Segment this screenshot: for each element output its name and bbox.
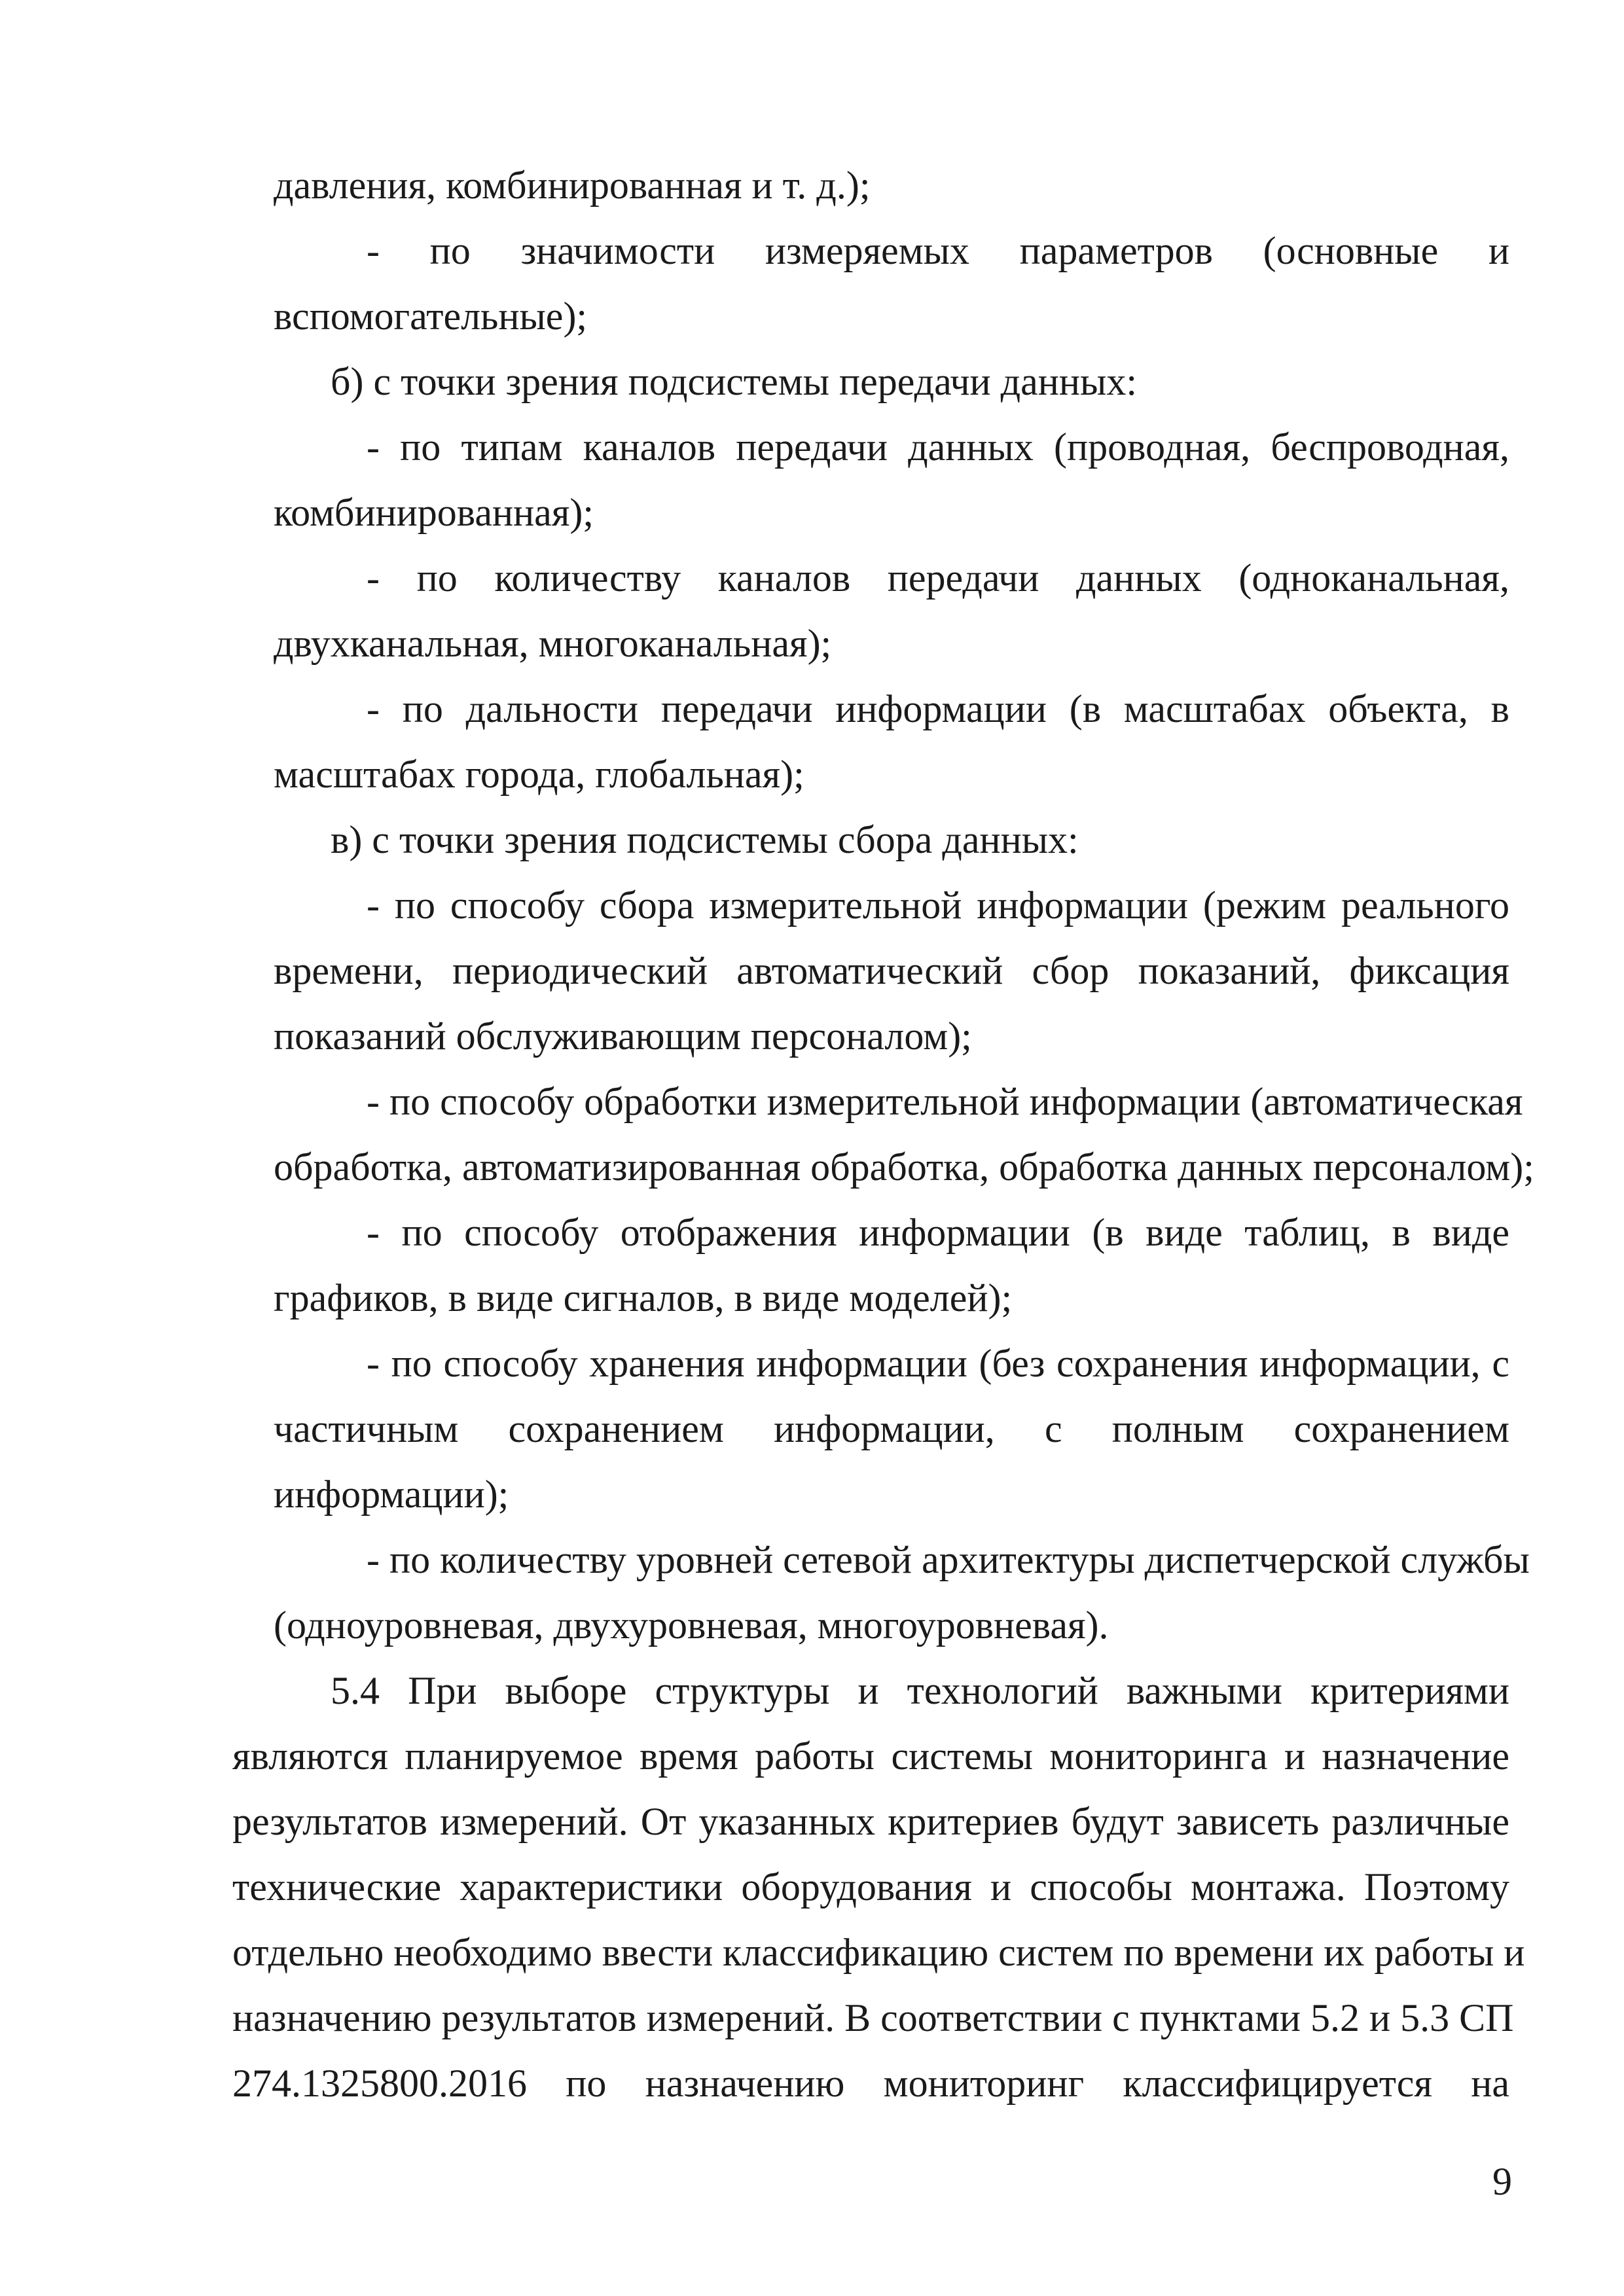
text-line: двухканальная, многоканальная); (274, 622, 832, 665)
text-line: показаний обслуживающим персоналом); (274, 1014, 972, 1058)
paragraph-line: отдельно необходимо ввести классификацию систем по времени их работы и (232, 1931, 1525, 1974)
text-line: времени, периодический автоматический сбор показаний, фиксация (274, 949, 1509, 992)
text-line: давления, комбинированная и т. д.); (274, 164, 871, 207)
list-item-line: - по значимости измеряемых параметров (основные и (367, 229, 1509, 272)
text-line: (одноуровневая, двухуровневая, многоуровневая). (274, 1604, 1109, 1647)
text-line: масштабах города, глобальная); (274, 753, 804, 796)
subsection-heading: в) с точки зрения подсистемы сбора данных: (331, 818, 1079, 861)
list-item-line: - по способу отображения информации (в виде таблиц, в виде (367, 1211, 1509, 1254)
paragraph-line: результатов измерений. От указанных критериев будут зависеть различные (232, 1800, 1509, 1843)
text-line: информации); (274, 1473, 509, 1516)
subsection-heading: б) с точки зрения подсистемы передачи данных: (331, 360, 1137, 403)
list-item-line: - по способу обработки измерительной информации (автоматическая (367, 1080, 1523, 1123)
text-line: частичным сохранением информации, с полным сохранением (274, 1407, 1509, 1450)
page-number: 9 (1492, 2160, 1512, 2203)
text-line: вспомогательные); (274, 295, 588, 338)
list-item-line: - по количеству уровней сетевой архитектуры диспетчерской службы (367, 1538, 1530, 1581)
list-item-line: - по способу хранения информации (без сохранения информации, с (367, 1342, 1509, 1385)
paragraph-line: назначению результатов измерений. В соответствии с пунктами 5.2 и 5.3 СП (232, 1996, 1514, 2039)
text-line: графиков, в виде сигналов, в виде моделей); (274, 1276, 1013, 1319)
paragraph-line: 274.1325800.2016 по назначению мониторинг классифицируется на (232, 2062, 1509, 2105)
paragraph-line: технические характеристики оборудования и способы монтажа. Поэтому (232, 1865, 1509, 1909)
list-item-line: - по дальности передачи информации (в масштабах объекта, в (367, 687, 1509, 730)
paragraph-first-line: 5.4 При выборе структуры и технологий важными критериями (331, 1669, 1509, 1712)
text-line: обработка, автоматизированная обработка, обработка данных персоналом); (274, 1145, 1534, 1189)
list-item-line: - по типам каналов передачи данных (проводная, беспроводная, (367, 425, 1509, 469)
paragraph-line: являются планируемое время работы системы мониторинга и назначение (232, 1734, 1509, 1778)
list-item-line: - по количеству каналов передачи данных (одноканальная, (367, 556, 1509, 600)
text-line: комбинированная); (274, 491, 594, 534)
list-item-line: - по способу сбора измерительной информации (режим реального (367, 884, 1509, 927)
